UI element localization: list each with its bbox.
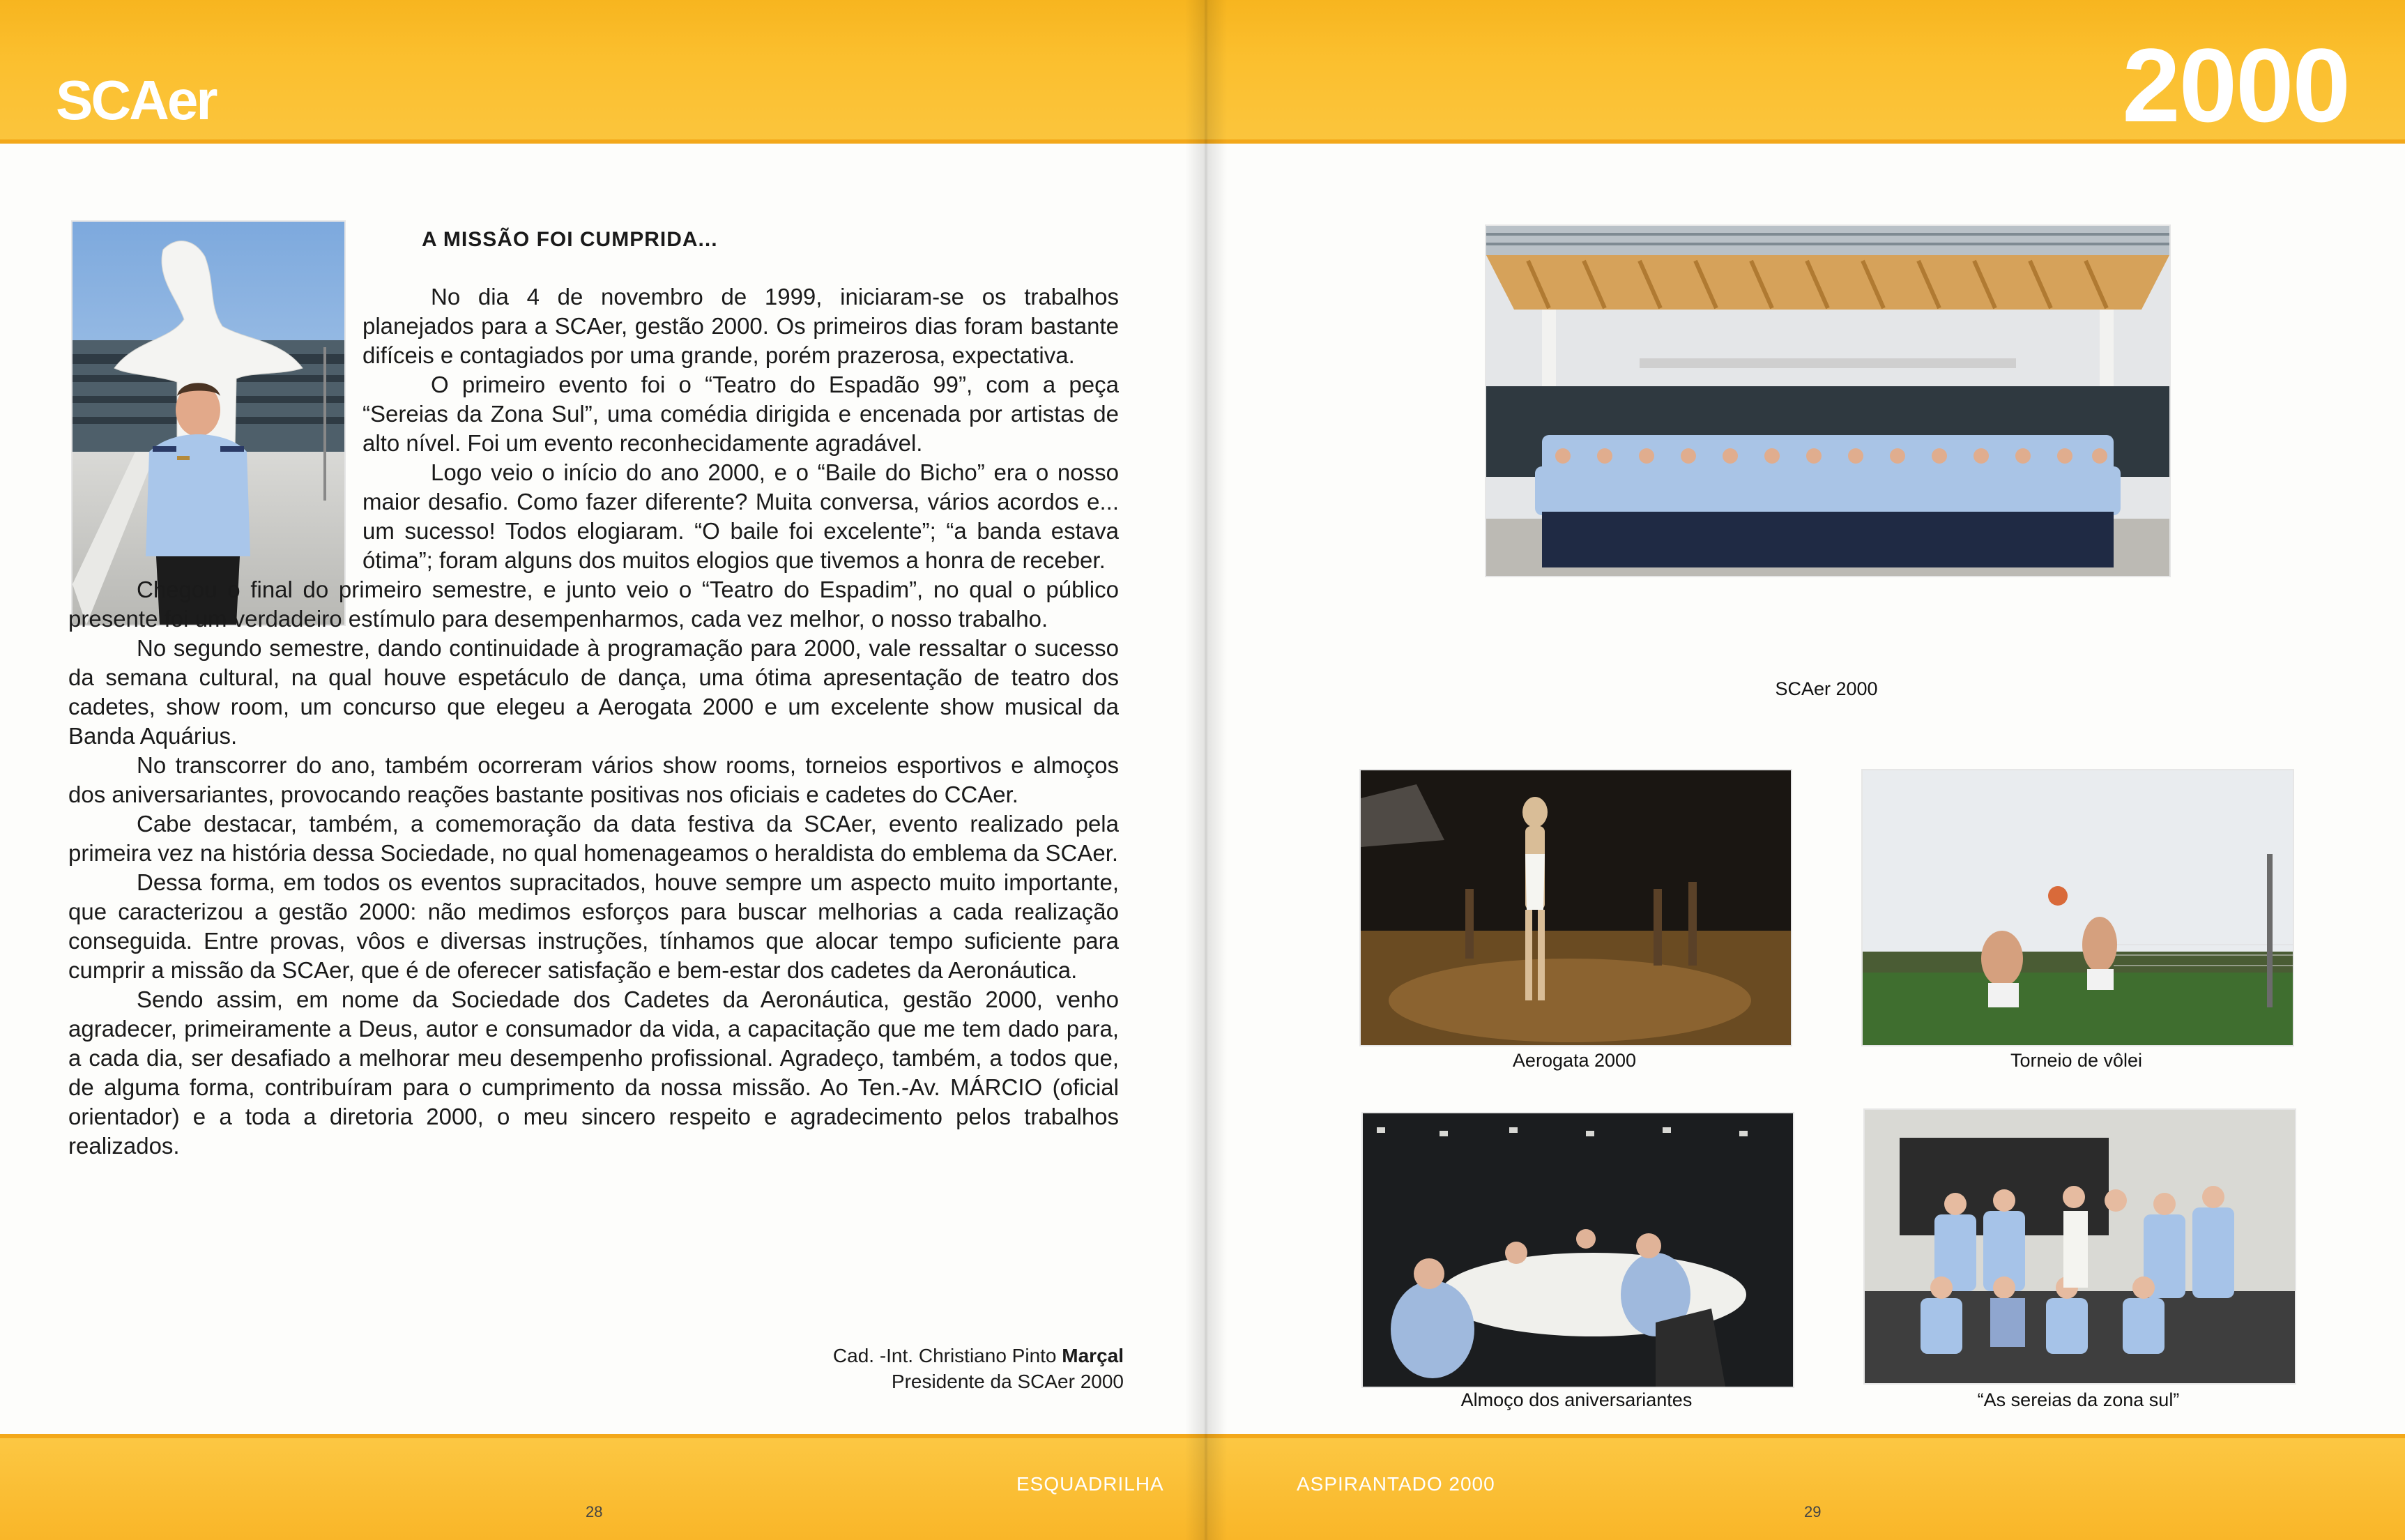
- almoco-illustration: [1363, 1113, 1793, 1387]
- article-paragraph: Sendo assim, em nome da Sociedade dos Cadetes da Aeronáutica, gestão 2000, venho agradecer, primeiramente a Deus, autor e consumador da vida, a capacitação que me tem dado para, a cada dia, ser desafiado a melhorar meu desempenho profissional. Agradeço, também, a todos que, de alguma forma, contribuíram para o cumprimento da nossa missão. Ao Ten.-Av. MÁRCIO (oficial orientador) e a toda a diretoria 2000, o meu sincero respeito e agradecimento pelos trabalhos realizados.: [68, 986, 1119, 1159]
- caption-volei: Torneio de vôlei: [2010, 1050, 2143, 1071]
- right-page: [1206, 0, 2405, 1540]
- year-title: 2000: [2122, 26, 2349, 144]
- aerogata-photo: [1359, 769, 1792, 1046]
- article-paragraph: O primeiro evento foi o “Teatro do Espadão 99”, com a peça “Sereias da Zona Sul”, uma comédia dirigida e encenada por artistas de alto nível. Foi um evento reconhecidamente agradável.: [362, 372, 1119, 456]
- header-band-edge: [0, 139, 1206, 144]
- article-paragraph: Logo veio o início do ano 2000, e o “Baile do Bicho” era o nosso maior desafio. Como fazer diferente? Muita conversa, vários acordos e... um sucesso! Todos elogiaram. “O baile foi excelente”; “a banda estava ótima”; foram alguns dos muitos elogios que tivemos a honra de receber.: [362, 459, 1119, 573]
- volei-illustration: [1863, 770, 2293, 1045]
- signature-role: Presidente da SCAer 2000: [891, 1371, 1124, 1392]
- aerogata-illustration: [1361, 770, 1791, 1045]
- page-number: 29: [1804, 1503, 1822, 1520]
- footer-band-edge: [1206, 1434, 2405, 1438]
- almoco-photo: [1361, 1112, 1794, 1388]
- footer-label: ASPIRANTADO 2000: [1297, 1473, 1495, 1495]
- signature-surname: Marçal: [1062, 1345, 1124, 1366]
- caption-aerogata: Aerogata 2000: [1512, 1050, 1637, 1071]
- book-gutter: [1185, 0, 1227, 1540]
- signature-name: [697, 1343, 1124, 1369]
- signature-prefix: Cad. -Int. Christiano Pinto: [832, 1345, 1057, 1366]
- article-paragraph: No segundo semestre, dando continuidade à programação para 2000, vale ressaltar o sucesso da semana cultural, na qual houve espetáculo de dança, uma ótima apresentação de teatro dos cadetes, show room, um concurso que elegeu a Aerogata 2000 e um excelente show musical da Banda Aquárius.: [68, 635, 1119, 749]
- article-paragraph: No transcorrer do ano, também ocorreram vários show rooms, torneios esportivos e almoços dos aniversariantes, provocando reações bastante positivas nos oficiais e cadetes do CCAer.: [68, 752, 1119, 807]
- article-heading: A MISSÃO FOI CUMPRIDA...: [422, 228, 718, 251]
- article-paragraph: Dessa forma, em todos os eventos supracitados, houve sempre um aspecto muito importante, que caracterizou a gestão 2000: não medimos esforços para buscar melhorias a cada realização conseguida. Entre provas, vôos e diversas instruções, tínhamos que alocar tempo suficiente para cumprir a missão da SCAer, que é de oferecer satisfação e bem-estar dos cadetes da Aeronáutica.: [68, 869, 1119, 983]
- footer-band-edge: [0, 1434, 1206, 1438]
- volei-photo: [1861, 769, 2294, 1046]
- sereias-photo: [1863, 1108, 2296, 1385]
- article-paragraph: Cabe destacar, também, a comemoração da data festiva da SCAer, evento realizado pela primeira vez na história dessa Sociedade, no qual homenageamos o heraldista do emblema da SCAer.: [68, 811, 1119, 866]
- footer-label: ESQUADRILHA: [1016, 1473, 1164, 1495]
- article-paragraph: Chegou o final do primeiro semestre, e junto veio o “Teatro do Espadim”, no qual o público presente foi um verdadeiro estímulo para desempenharmos, cada vez melhor, o nosso trabalho.: [68, 577, 1119, 632]
- page-number: 28: [586, 1503, 603, 1520]
- caption-almoco: Almoço dos aniversariantes: [1460, 1389, 1693, 1410]
- caption-group: SCAer 2000: [1775, 678, 1878, 699]
- group-photo: [1485, 224, 2171, 577]
- brand-title: SCAer: [56, 69, 216, 131]
- caption-sereias: “As sereias da zona sul”: [1977, 1389, 2180, 1410]
- article-paragraph: No dia 4 de novembro de 1999, iniciaram-se os trabalhos planejados para a SCAer, gestão 2000. Os primeiros dias foram bastante difíceis e contagiados por uma grande, porém prazerosa, expectativa.: [362, 284, 1119, 368]
- article-body: [68, 282, 1119, 1161]
- group-illustration: [1486, 226, 2169, 576]
- sereias-illustration: [1865, 1110, 2295, 1383]
- signature-block: [697, 1343, 1124, 1394]
